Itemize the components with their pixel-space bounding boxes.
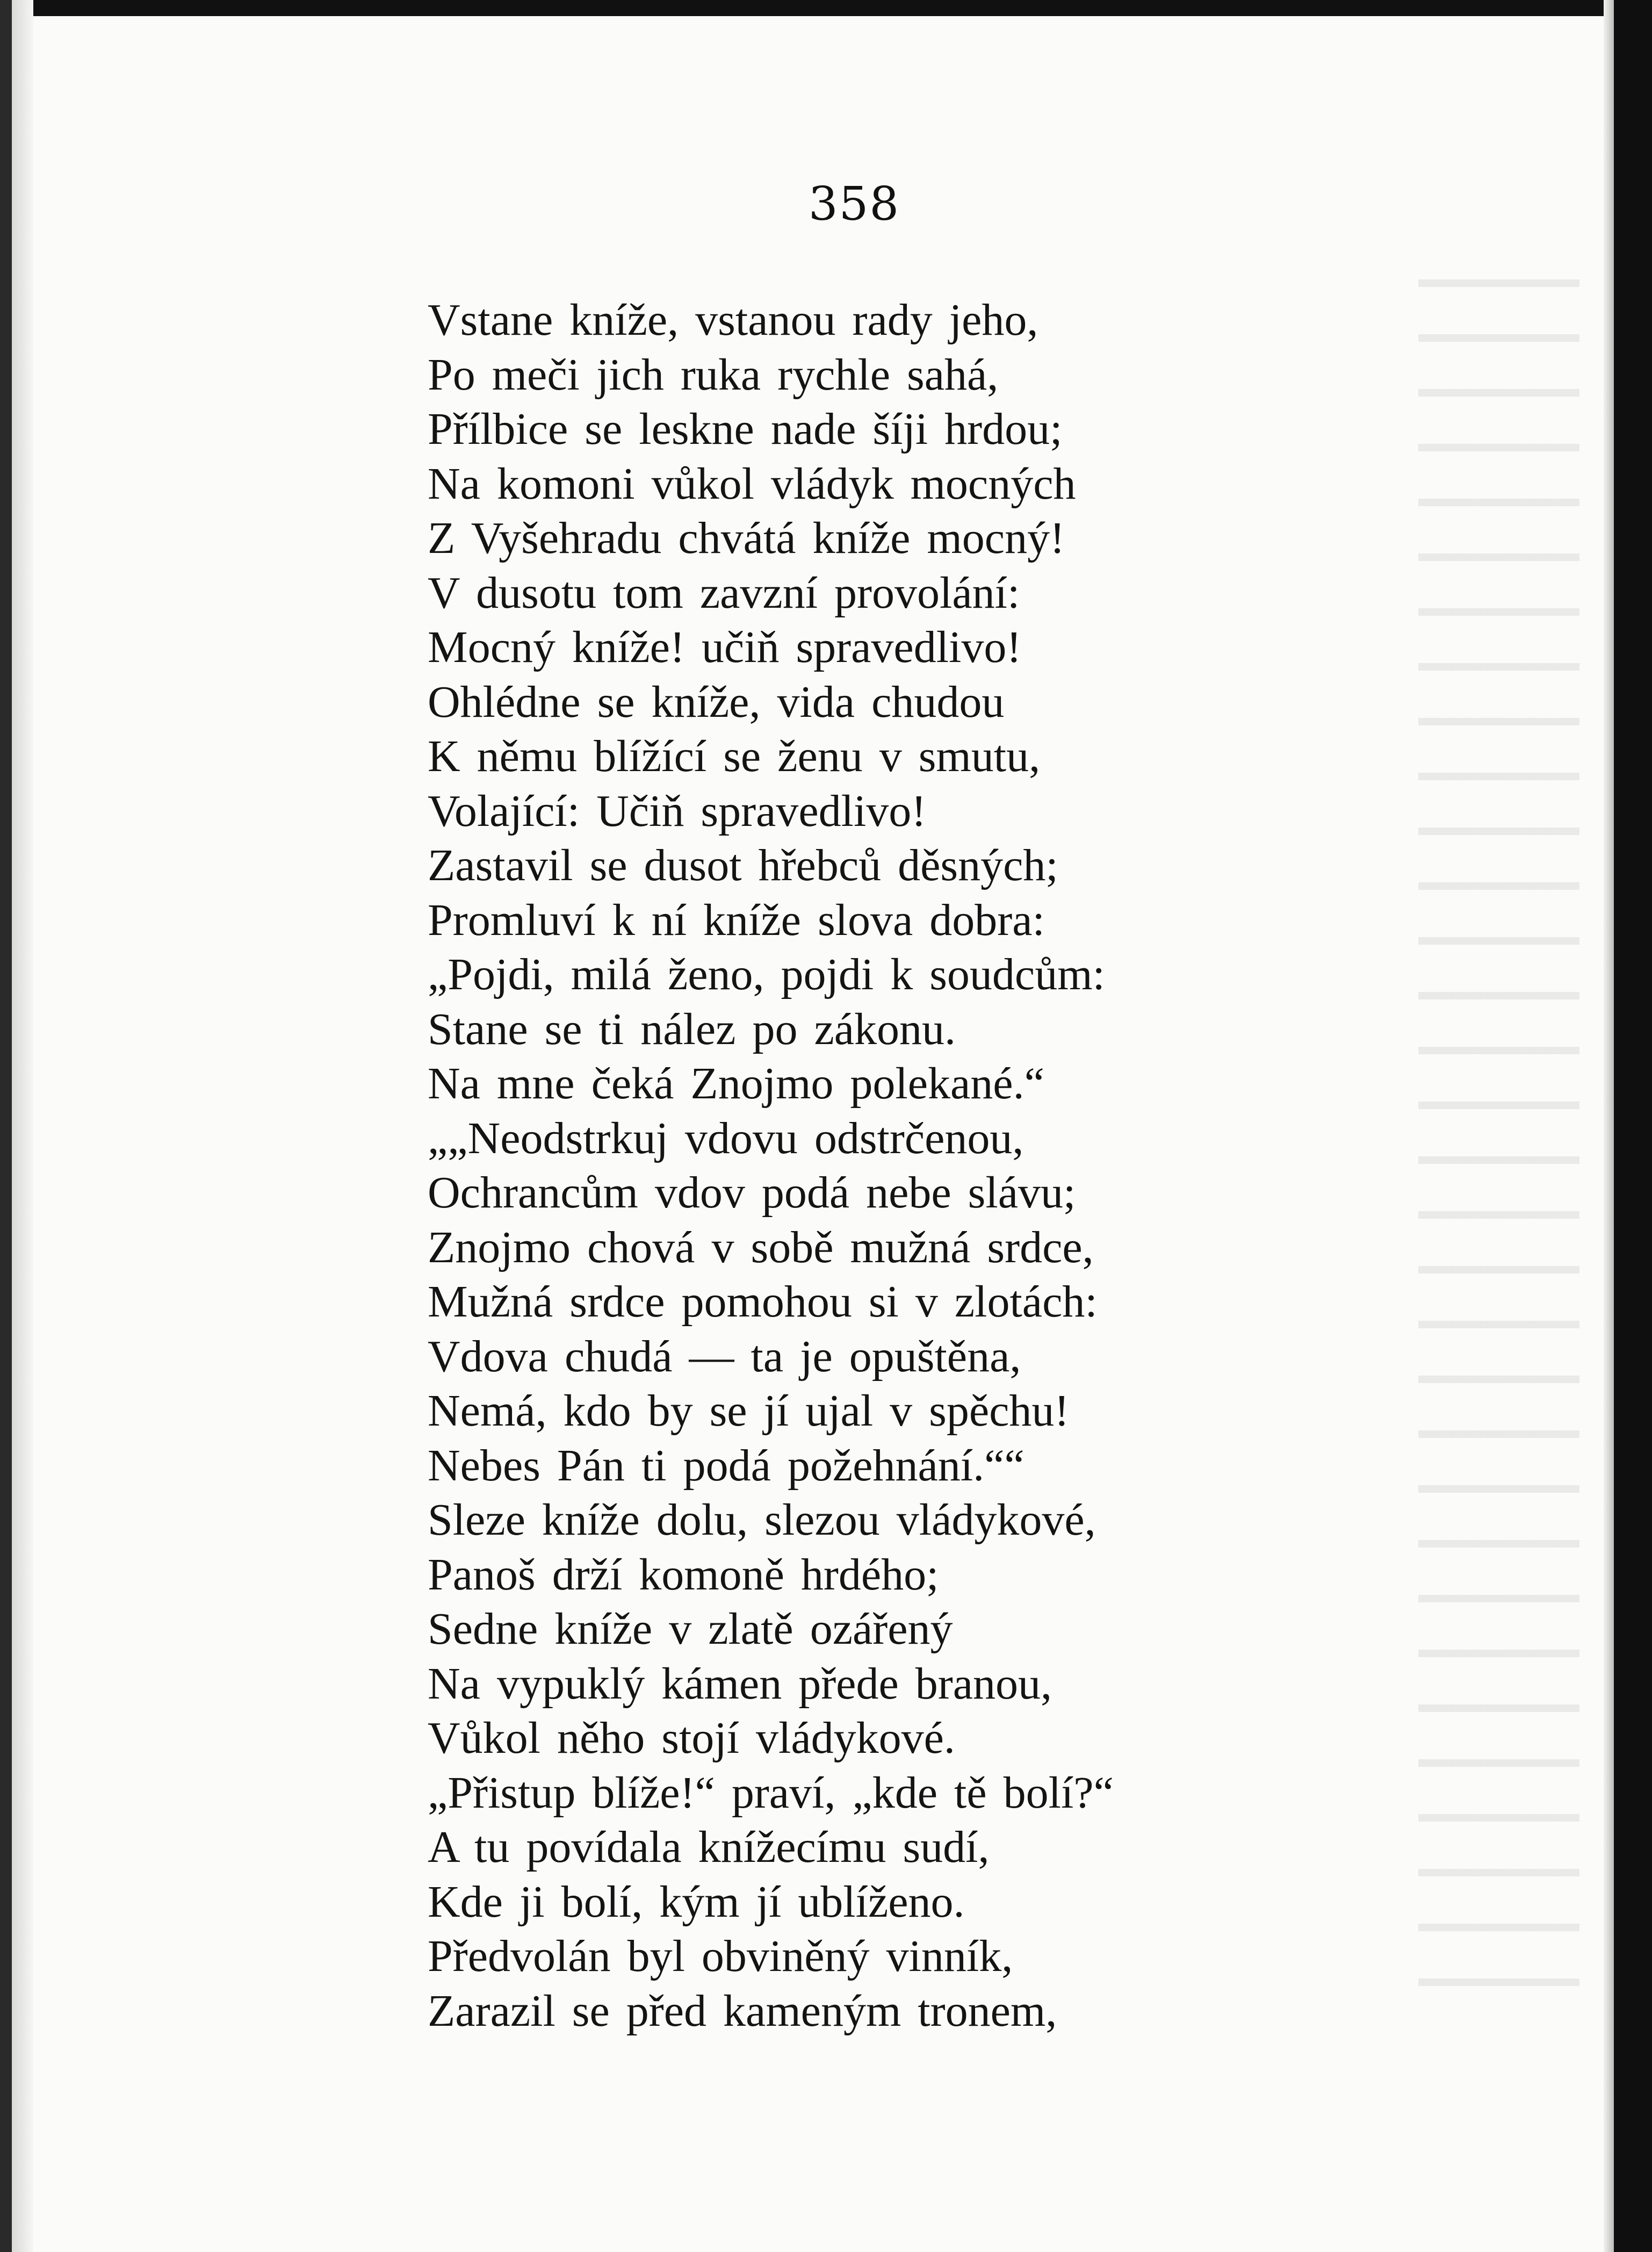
page-number: 358 bbox=[808, 177, 900, 231]
page-edge-right bbox=[1604, 0, 1614, 2252]
poem-line: Sleze kníže dolu, slezou vládykové, bbox=[428, 1495, 1096, 1545]
poem-line: Ohlédne se kníže, vida chudou bbox=[428, 677, 1005, 727]
scan-edge-left bbox=[0, 0, 12, 2252]
poem-line: A tu povídala knížecímu sudí, bbox=[428, 1822, 990, 1872]
poem-text bbox=[428, 293, 1448, 2038]
poem-line: Předvolán byl obviněný vinník, bbox=[428, 1931, 1013, 1981]
poem-line: „„Neodstrkuj vdovu odstrčenou, bbox=[428, 1113, 1024, 1163]
scan-edge-top bbox=[0, 0, 1652, 16]
poem-line: Přílbice se leskne nade šíji hrdou; bbox=[428, 404, 1063, 454]
poem-line: Mocný kníže! učiň spravedlivo! bbox=[428, 622, 1022, 672]
poem-line: Nemá, kdo by se jí ujal v spěchu! bbox=[428, 1386, 1070, 1436]
poem-line: Vůkol něho stojí vládykové. bbox=[428, 1713, 955, 1763]
poem-line: Zastavil se dusot hřebců děsných; bbox=[428, 840, 1058, 890]
scan-edge-right bbox=[1614, 0, 1652, 2252]
poem-line: Znojmo chová v sobě mužná srdce, bbox=[428, 1222, 1094, 1272]
poem-line: Z Vyšehradu chvátá kníže mocný! bbox=[428, 513, 1065, 563]
poem-line: Mužná srdce pomohou si v zlotách: bbox=[428, 1277, 1098, 1327]
poem-line: Na mne čeká Znojmo polekané.“ bbox=[428, 1059, 1044, 1109]
poem-line: Na vypuklý kámen přede branou, bbox=[428, 1658, 1052, 1709]
poem-line: Nebes Pán ti podá požehnání.““ bbox=[428, 1440, 1025, 1491]
poem-line: Ochrancům vdov podá nebe slávu; bbox=[428, 1168, 1076, 1218]
poem-line: Stane se ti nález po zákonu. bbox=[428, 1004, 956, 1054]
poem-line: K němu blížící se ženu v smutu, bbox=[428, 731, 1041, 781]
poem-line: Panoš drží komoně hrdého; bbox=[428, 1549, 939, 1600]
poem-line: „Přistup blíže!“ praví, „kde tě bolí?“ bbox=[428, 1767, 1114, 1818]
poem-line: Sedne kníže v zlatě ozářený bbox=[428, 1604, 953, 1654]
poem-line: Volající: Učiň spravedlivo! bbox=[428, 786, 927, 836]
poem-line: Zarazil se před kameným tronem, bbox=[428, 1985, 1057, 2036]
poem-line: „Pojdi, milá ženo, pojdi k soudcům: bbox=[428, 949, 1105, 999]
poem-line: Na komoni vůkol vládyk mocných bbox=[428, 458, 1076, 509]
poem-line: Po meči jich ruka rychle sahá, bbox=[428, 349, 999, 400]
poem-line: Promluví k ní kníže slova dobra: bbox=[428, 895, 1045, 945]
page-gutter-shadow bbox=[12, 0, 33, 2252]
poem-line: Vstane kníže, vstanou rady jeho, bbox=[428, 295, 1038, 345]
poem-line: Kde ji bolí, kým jí ublíženo. bbox=[428, 1876, 965, 1927]
poem-line: Vdova chudá — ta je opuštěna, bbox=[428, 1331, 1021, 1382]
poem-line: V dusotu tom zavzní provolání: bbox=[428, 567, 1020, 618]
